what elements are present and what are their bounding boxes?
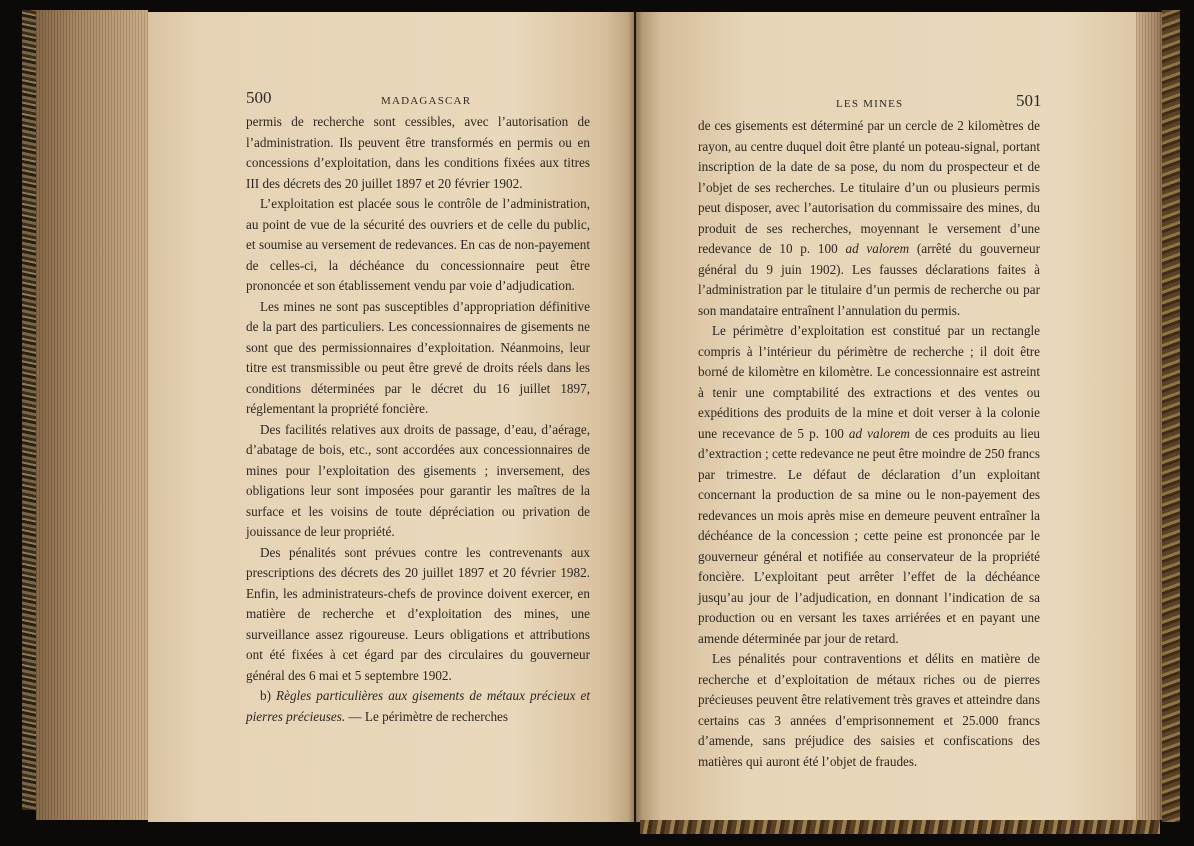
- left-paragraph-1: permis de recherche sont cessibles, avec l’autorisation de l’administration. Ils peuvent être transformés en permis ou en concessions d’exploitation, dans les conditions fixées aux titres III des décrets des 20 juillet 1897 et 20 février 1902.: [246, 114, 590, 191]
- left-paragraph-2: L’exploitation est placée sous le contrôle de l’administration, au point de vue de la sécurité des ouvriers et de celle du public, et soumise au versement de redevances. En cas de non-payement de celles-ci, la déchéance du concessionnaire peut être prononcée et son établissement vendu par voie d’adjudication.: [246, 196, 590, 293]
- left-paragraph-6: [246, 686, 590, 727]
- left-paragraph-3: Les mines ne sont pas susceptibles d’appropriation définitive de la part des particuliers. Les concessionnaires de gisements ne sont que des permissionnaires d’exploitation. Néanmoins, leur titre est transmissible ou peut être grevé de droits réels dans les conditions déterminées par le décret du 16 juillet 1897, réglementant la propriété foncière.: [246, 298, 590, 416]
- left-page-number: 500: [246, 88, 272, 107]
- right-running-head: LES MINES: [836, 98, 904, 110]
- section-lead-in: — Le périmètre de recherches: [345, 708, 509, 724]
- left-running-head: MADAGASCAR: [381, 95, 472, 107]
- book-gutter: [628, 12, 642, 822]
- section-marker: b): [260, 688, 277, 703]
- left-paragraph-5: Des pénalités sont prévues contre les contrevenants aux prescriptions des décrets des 20 juillet 1897 et 20 février 1982. Enfin, les administrateurs-chefs de province doivent exercer, en matière de recherche et d’exploitation des mines, une surveillance assez rigoureuse. Leurs obligations et attributions ont été fixées à cet égard par des circulaires du gouverneur général des 6 mai et 5 septembre 1902.: [246, 544, 590, 683]
- bottom-cover-board: [640, 820, 1160, 834]
- left-page-block-edge: [36, 10, 148, 820]
- right-paragraph-2: Le périmètre d’exploitation est constitué par un rectangle compris à l’intérieur du périmètre de recherche ; il doit être borné de kilomètre en kilomètre. Le concessionnaire est astreint à tenir une comptabilité des extractions et des ventes ou expéditions des produits de la mine et doit verser à la colonie une recevance de 5 p. 100 ad valorem de ces produits au lieu d’extraction ; cette redevance ne peut être moindre de 250 francs par trimestre. Le défaut de déclaration d’un exploitant concernant la production de sa mine ou le non-payement des redevances un mois après mise en demeure peuvent entraîner la déchéance de la concession ; cette peine est prononcée par le gouverneur général et notifiée au conservateur de la propriété foncière. L’exploitant peut arrêter l’effet de la déchéance jusqu’au jour de l’adjudication, en donnant l’indication de sa production ou en versant les taxes arriérées et en payant une amende déterminée par jour de retard.: [698, 323, 1041, 646]
- left-page-body: [246, 112, 590, 727]
- right-page-number: 501: [1016, 91, 1042, 110]
- left-paragraph-4: Des facilités relatives aux droits de passage, d’eau, d’aérage, d’abatage de bois, etc., sont accordées aux concessionnaires de mines pour l’exploitation des gisements ; inversement, des obligations leur sont imposées pour garantir les maîtres de la surface et les voisins de toute dépréciation ou privation de jouissance de leur propriété.: [246, 421, 590, 539]
- right-cover-board: [1162, 10, 1180, 822]
- right-page-block-edge: [1136, 12, 1164, 820]
- right-paragraph-3: Les pénalités pour contraventions et délits en matière de recherche et d’exploitation de métaux riches ou de pierres précieuses peuvent être relativement très graves et atteindre dans certains cas 3 années d’emprisonnement et 25.000 francs d’amende, sans préjudice des saisies et confiscations des matières qui auront été l’objet de fraudes.: [698, 651, 1040, 769]
- right-paragraph-1: de ces gisements est déterminé par un cercle de 2 kilomètres de rayon, au centre duquel doit être planté un poteau-signal, portant inscription de la date de sa pose, du nom du prospecteur et de l’objet de ses recherches. Le titulaire d’un ou plusieurs permis peut disposer, avec l’autorisation du commissaire des mines, du produit de ses recherches, moyennant le versement d’une redevance de 10 p. 100 ad valorem (arrêté du gouverneur général du 9 juin 1902). Les fausses déclarations faites à l’administration par le titulaire d’un permis de recherche ou par son mandataire entraînent l’annulation du permis.: [698, 118, 1040, 318]
- right-page-body: [698, 116, 1040, 772]
- section-title: Règles particulières aux gisements de métaux précieux et pierres précieuses.: [246, 688, 590, 724]
